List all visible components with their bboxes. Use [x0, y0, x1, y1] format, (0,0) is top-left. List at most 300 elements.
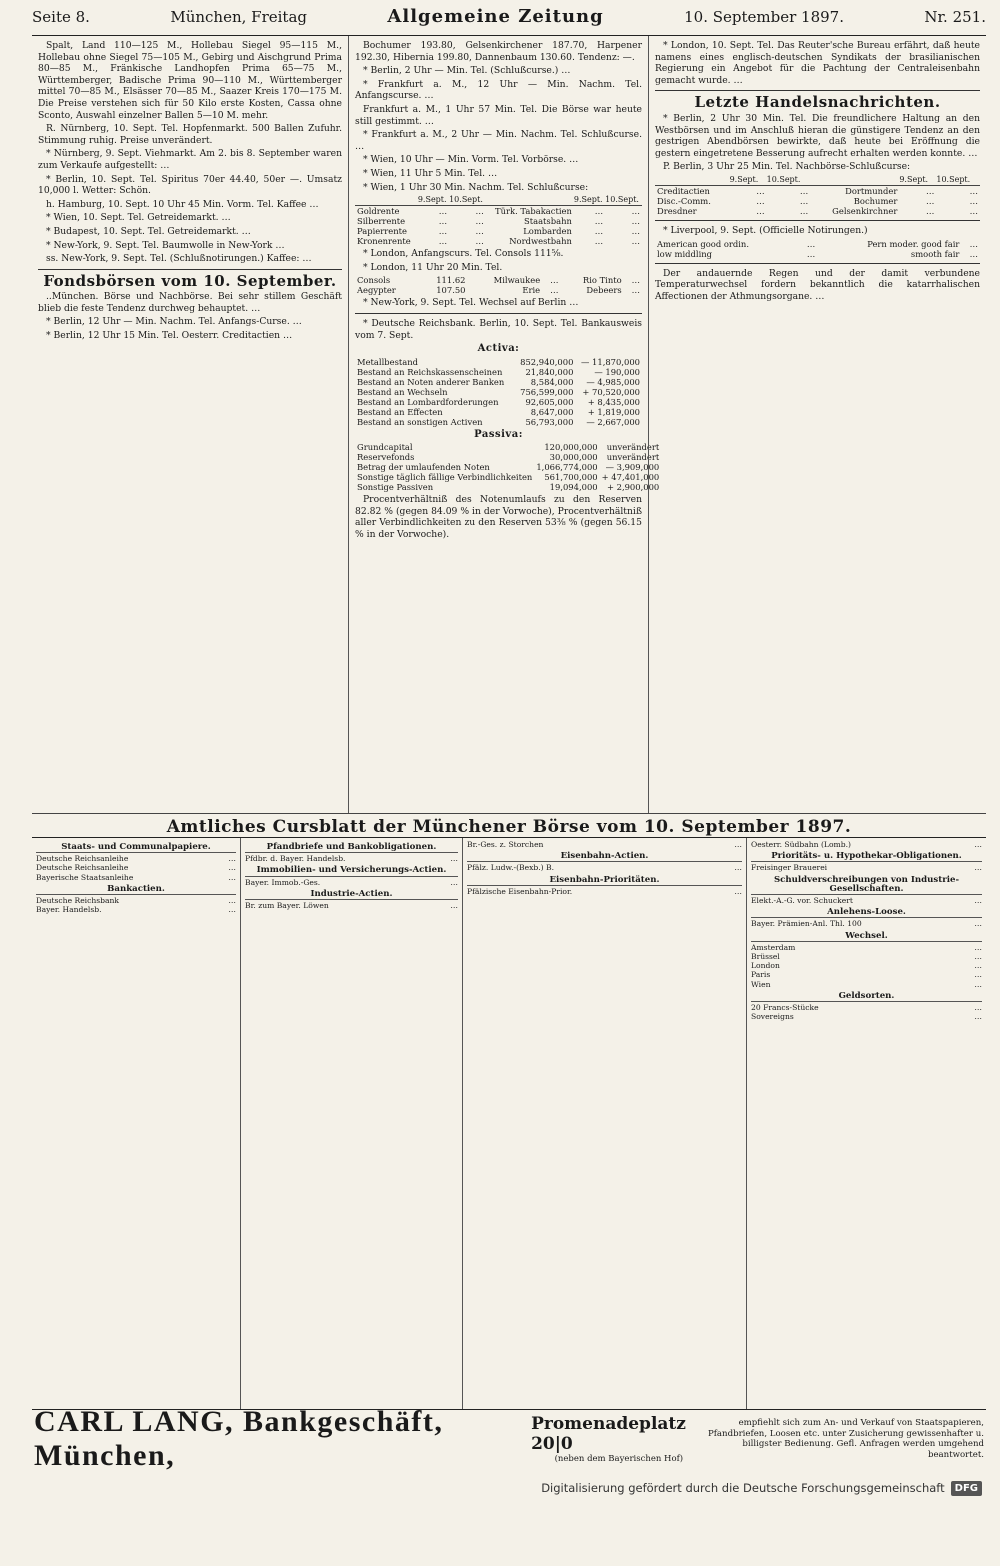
kurs-cell: Bayer. Handelsb.	[36, 905, 102, 915]
table-cell: …	[438, 216, 448, 227]
table-cell: …	[799, 185, 809, 196]
table-cell: …	[969, 238, 978, 249]
table-cell: 1,066,774,000	[536, 462, 598, 473]
article-paragraph: P. Berlin, 3 Uhr 25 Min. Tel. Nachbörse-Schlußcurse:	[663, 161, 911, 173]
table-cell: 756,599,000	[520, 386, 574, 397]
table-cell: Bestand an Reichskassenscheinen	[357, 366, 503, 377]
table-row	[355, 236, 642, 246]
table-cell: …	[438, 206, 448, 217]
table-cell: 30,000,000	[549, 452, 598, 463]
article-paragraph: Bochumer 193.80, Gelsenkirchener 187.70, Harpener 192.30, Hibernia 199.80, Dannenbaum 130.60. Tendenz: —.	[355, 40, 642, 63]
kurs-section-head: Prioritäts- u. Hypothekar-Obligationen.	[751, 852, 982, 862]
kurs-col-3	[462, 838, 746, 1409]
table-cell: Creditactien	[657, 185, 710, 196]
table-cell: Staatsbahn	[523, 216, 572, 227]
ad-body: empfiehlt sich zum An- und Verkauf von Staatspapieren, Pfandbriefen, Loosen etc. unter Zusicherung gewissenhafter u. billigster Bedienung. Gefl. Anfragen werden umgehend beantwortet.	[707, 1418, 984, 1460]
kurs-cell: Elekt.-A.-G. vor. Schuckert	[751, 896, 853, 906]
article-paragraph: * London, 10. Sept. Tel. Das Reuter'sche Bureau erfährt, daß heute namens eines englisch-deutschen Syndikats der brasilianischen Regierung ein Angebot für die Pachtung der Centraleisenbahn gemacht wurde. …	[655, 40, 980, 86]
article-paragraph: * Wien, 1 Uhr 30 Min. Nachm. Tel. Schlußcurse:	[363, 181, 589, 193]
table-cell: …	[631, 226, 640, 237]
divider	[655, 90, 980, 91]
table-cell: …	[799, 205, 809, 216]
table-cell: Grundcapital	[357, 442, 413, 453]
kurs-cell: Sovereigns	[751, 1012, 794, 1022]
kurs-cell: Amsterdam	[751, 942, 796, 952]
kurs-cell: London	[751, 961, 780, 971]
kurs-cell: Oesterr. Südbahn (Lomb.)	[751, 840, 851, 849]
table-cell: American good ordin.	[657, 238, 749, 249]
newyork-report: * New-York, 9. Sept. Tel. Wechsel auf Berlin …	[363, 297, 579, 309]
article-paragraph: * Wien, 11 Uhr 5 Min. Tel. …	[363, 167, 498, 179]
table-cell: — 4,985,000	[586, 376, 640, 387]
table-cell: 56,793,000	[525, 416, 574, 427]
table-row	[355, 206, 642, 217]
column-2	[348, 36, 660, 813]
issue-date: 10. September 1897.	[684, 8, 844, 26]
table-row	[655, 185, 980, 196]
article-paragraph: * Wien, 10. Sept. Tel. Getreidemarkt. …	[46, 212, 231, 224]
table-header-cell: 10.Sept.	[767, 175, 811, 186]
table-row	[355, 472, 661, 482]
table-cell: unverändert	[606, 442, 660, 453]
table-row	[655, 239, 980, 249]
table-cell: Bestand an Wechseln	[357, 386, 448, 397]
kurs-col-1	[32, 838, 240, 1409]
table-row	[655, 196, 980, 206]
article-paragraph: h. Hamburg, 10. Sept. 10 Uhr 45 Min. Vorm. Tel. Kaffee …	[46, 198, 319, 210]
kurs-rows	[751, 840, 982, 849]
table-row	[655, 206, 980, 216]
divider	[355, 313, 642, 314]
table-row	[355, 387, 642, 397]
table-row	[355, 452, 661, 462]
table-row	[355, 482, 661, 492]
kurs-row	[751, 1003, 982, 1012]
table-cell: Rio Tinto	[582, 275, 622, 286]
activa-table	[355, 357, 642, 427]
kurs-cell: Brüssel	[751, 952, 780, 962]
table-cell: 111.62	[436, 275, 466, 286]
table-header-cell: 9.Sept.	[899, 175, 936, 186]
kurs-row	[467, 887, 742, 896]
kurs-section-head: Wechsel.	[751, 932, 982, 942]
kurs-section-head: Industrie-Actien.	[245, 890, 458, 900]
kurs-row	[751, 980, 982, 989]
kurs-rows	[36, 854, 236, 882]
kurs-row	[36, 863, 236, 872]
column-1	[32, 36, 348, 813]
kurs-cell: Br.-Ges. z. Storchen	[467, 840, 544, 849]
table-cell: Gelsenkirchner	[832, 205, 898, 216]
table-row	[655, 249, 980, 259]
reichsbank-note: Procentverhältniß des Notenumlaufs zu den Reserven 82.82 % (gegen 84.09 % in der Vorwoche), Procentverhältniß aller Verbindlichkeiten zu den Reserven 53⅜ % (gegen 56.15 % in der Vorwoche).	[355, 494, 642, 541]
kurs-cell: Deutsche Reichsanleihe	[36, 854, 129, 864]
table-row	[355, 397, 642, 407]
kurs-row	[36, 854, 236, 863]
table-cell: …	[969, 248, 978, 259]
table-header-row	[655, 175, 980, 186]
nachboerse-table	[655, 175, 980, 216]
kurs-row	[751, 943, 982, 952]
kurs-row	[36, 873, 236, 882]
table-cell: — 2,667,000	[586, 416, 640, 427]
kurs-row	[467, 840, 742, 849]
digitization-footer	[32, 1468, 986, 1508]
kurs-row	[751, 961, 982, 970]
table-row	[355, 407, 642, 417]
table-header-cell: 10.Sept.	[605, 195, 642, 206]
table-cell: Erie	[522, 285, 541, 296]
liverpool-title: * Liverpool, 9. Sept. (Officielle Notirungen.)	[663, 224, 868, 236]
table-cell: Nordwestbahn	[509, 236, 572, 247]
kurs-rows	[245, 854, 458, 863]
market-reports	[38, 40, 342, 265]
table-cell: …	[799, 195, 809, 206]
table-cell: Metallbestand	[357, 356, 418, 367]
table-row	[355, 275, 642, 285]
kurs-rows	[751, 919, 982, 928]
kurs-rows	[751, 1003, 982, 1021]
table-cell: — 190,000	[594, 366, 640, 377]
kurs-cell: …	[974, 896, 982, 906]
table-cell: Lombarden	[523, 226, 572, 237]
table-row	[355, 462, 661, 472]
kurs-cell: Pfälzische Eisenbahn-Prior.	[467, 886, 573, 896]
kurs-rows	[245, 901, 458, 910]
kurs-section-head: Eisenbahn-Prioritäten.	[467, 876, 742, 886]
table-cell: Reservefonds	[357, 452, 415, 463]
table-cell: + 1,819,000	[587, 406, 640, 417]
table-cell: Türk. Tabakactien	[495, 206, 572, 217]
divider	[655, 263, 980, 264]
table-cell: Consols	[357, 275, 391, 286]
table-cell: Papierrente	[357, 226, 407, 237]
table-cell: Debeers	[586, 285, 622, 296]
kurs-col-2	[240, 838, 462, 1409]
kurs-col-4	[746, 838, 986, 1409]
kurs-section-head: Schuldverschreibungen von Industrie-Gesellschaften.	[751, 876, 982, 895]
kurs-section-head: Bankactien.	[36, 885, 236, 895]
table-cell: Milwaukee	[493, 275, 541, 286]
table-cell: …	[594, 206, 604, 217]
kurs-cell: Bayer. Prämien-Anl. Thl. 100	[751, 919, 862, 929]
table-header-row	[355, 195, 642, 206]
kurs-cell: 20 Francs-Stücke	[751, 1003, 819, 1013]
wien-table	[355, 195, 642, 246]
activa-label: Activa:	[477, 343, 520, 355]
bank-advertisement	[32, 1405, 986, 1472]
kurs-row	[36, 905, 236, 914]
passiva-label: Passiva:	[474, 428, 523, 440]
table-cell: …	[438, 236, 448, 247]
article-paragraph: * Frankfurt a. M., 12 Uhr — Min. Nachm. Tel. Anfangscurse. …	[355, 78, 642, 102]
kurs-cell: …	[974, 863, 982, 873]
table-cell: …	[926, 185, 935, 196]
kurs-cell: …	[450, 877, 458, 887]
table-cell: 852,940,000	[520, 356, 574, 367]
table-cell: — 11,870,000	[581, 356, 640, 367]
kurs-row	[751, 919, 982, 928]
section-title-handel: Letzte Handelsnachrichten.	[694, 93, 941, 112]
kurs-cell: …	[450, 901, 458, 911]
table-header-cell	[655, 175, 730, 186]
london-table	[355, 275, 642, 295]
article-paragraph: R. Nürnberg, 10. Sept. Tel. Hopfenmarkt. 500 Ballen Zufuhr. Stimmung ruhig. Preise unverändert.	[38, 123, 342, 146]
kurs-cell: …	[734, 886, 742, 896]
table-cell: 8,647,000	[530, 406, 574, 417]
table-cell: …	[969, 205, 978, 216]
kurs-section-head: Anlehens-Loose.	[751, 908, 982, 918]
table-cell: …	[631, 216, 640, 227]
table-cell: …	[969, 195, 978, 206]
issue-number: Nr. 251.	[924, 8, 986, 26]
article-paragraph: ..München. Börse und Nachbörse. Bei sehr stillem Geschäft blieb die feste Tendenz durchweg behauptet. …	[38, 291, 342, 314]
table-cell: Dortmunder	[845, 185, 898, 196]
table-cell: …	[756, 205, 765, 216]
table-cell: smooth fair	[910, 248, 960, 259]
kurs-cell: Deutsche Reichsanleihe	[36, 863, 129, 873]
table-cell: 120,000,000	[544, 442, 598, 453]
kurs-row	[751, 952, 982, 961]
kurs-row	[751, 970, 982, 979]
kurs-cell: Bayerische Staatsanleihe	[36, 872, 134, 882]
handel-reports	[655, 113, 980, 173]
kurs-section-head: Staats- und Communalpapiere.	[36, 843, 236, 853]
table-row	[355, 442, 661, 452]
london-subtitle: * London, 11 Uhr 20 Min. Tel.	[363, 261, 503, 273]
table-header-cell	[486, 195, 574, 206]
table-cell: + 8,435,000	[587, 396, 640, 407]
kurs-rows	[751, 943, 982, 989]
kurs-cell: …	[974, 942, 982, 952]
regen-article: Der andauernde Regen und der damit verbundene Temperaturwechsel fordern bekanntlich die katarrhalischen Affectionen der Athmungsorgane. …	[655, 267, 980, 302]
table-row	[355, 367, 642, 377]
table-cell: 107.50	[436, 285, 466, 296]
fonds-reports	[38, 291, 342, 341]
article-paragraph: * Frankfurt a. M., 2 Uhr — Min. Nachm. Tel. Schlußcurse. …	[355, 129, 642, 152]
table-cell: Sonstige Passiven	[357, 482, 434, 493]
table-cell: …	[969, 185, 978, 196]
kurs-cell: Freisinger Brauerei	[751, 863, 828, 873]
table-cell: 21,840,000	[525, 366, 574, 377]
table-cell: unverändert	[606, 452, 660, 463]
table-cell: 8,584,000	[530, 376, 574, 387]
kurs-cell: …	[228, 854, 236, 864]
table-cell: …	[756, 195, 765, 206]
exchange-reports	[355, 40, 642, 193]
newspaper-title: Allgemeine Zeitung	[387, 6, 604, 27]
table-cell: …	[806, 248, 816, 259]
table-cell: …	[631, 275, 640, 286]
ad-address-line: Promenadeplatz 20|0	[531, 1414, 686, 1454]
kurs-rows	[751, 896, 982, 905]
column-3	[648, 36, 986, 813]
kurs-cell: Pfdbr. d. Bayer. Handelsb.	[245, 854, 346, 864]
kurs-cell: Br. zum Bayer. Löwen	[245, 901, 329, 911]
table-cell: Betrag der umlaufenden Noten	[357, 462, 490, 473]
article-paragraph: * New-York, 9. Sept. Tel. Baumwolle in New-York …	[46, 239, 285, 251]
kurs-row	[751, 1012, 982, 1021]
kurs-cell: Deutsche Reichsbank	[36, 896, 120, 906]
news-columns	[32, 36, 986, 814]
kurs-cell: …	[974, 979, 982, 989]
kurs-rows	[751, 863, 982, 872]
table-cell: …	[631, 206, 640, 217]
kurs-section-head: Pfandbriefe und Bankobligationen.	[245, 843, 458, 853]
table-cell: 561,700,000	[544, 472, 598, 483]
table-cell: Bochumer	[853, 195, 898, 206]
table-row	[355, 417, 642, 427]
kurs-cell: …	[974, 1003, 982, 1013]
table-row	[355, 226, 642, 236]
kurs-cell: …	[228, 872, 236, 882]
kurs-rows	[467, 863, 742, 872]
london-brazil-report	[655, 40, 980, 86]
table-header-cell: 9.Sept.	[418, 195, 449, 206]
table-header-cell	[810, 175, 899, 186]
table-cell: …	[594, 236, 604, 247]
article-paragraph: * Berlin, 12 Uhr 15 Min. Tel. Oesterr. Creditactien …	[46, 330, 293, 342]
footer-credit: Digitalisierung gefördert durch die Deutsche Forschungsgemeinschaft	[541, 1481, 945, 1495]
table-cell: + 2,900,000	[606, 482, 660, 493]
article-paragraph: * Berlin, 12 Uhr — Min. Nachm. Tel. Anfangs-Curse. …	[46, 316, 302, 328]
kurs-cell: …	[228, 896, 236, 906]
kurs-rows	[467, 840, 742, 849]
kurs-cell: …	[734, 840, 742, 849]
kurs-cell: …	[974, 1012, 982, 1022]
table-header-cell: 9.Sept.	[730, 175, 767, 186]
table-cell: + 70,520,000	[582, 386, 640, 397]
table-cell: …	[475, 206, 484, 217]
kurs-cell: …	[974, 840, 982, 849]
table-cell: …	[475, 236, 484, 247]
kurs-cell: Paris	[751, 970, 771, 980]
table-cell: …	[475, 216, 484, 227]
table-header-cell: 9.Sept.	[574, 195, 605, 206]
kurs-cell: Wien	[751, 979, 771, 989]
kurs-cell: Bayer. Immob.-Ges.	[245, 877, 321, 887]
kurs-cell: …	[450, 854, 458, 864]
ad-firm-name: CARL LANG, Bankgeschäft, München,	[34, 1405, 444, 1472]
table-row	[355, 216, 642, 226]
kursblatt	[32, 838, 986, 1410]
table-cell: low middling	[657, 248, 713, 259]
table-cell: — 3,909,000	[605, 462, 660, 473]
table-cell: …	[438, 226, 448, 237]
table-cell: Bestand an Lombardforderungen	[357, 396, 499, 407]
kurs-row	[751, 896, 982, 905]
table-cell: Aegypter	[357, 285, 396, 296]
table-cell: Kronenrente	[357, 236, 411, 247]
kurs-row	[245, 854, 458, 863]
kurs-row	[245, 878, 458, 887]
table-header-cell: 10.Sept.	[936, 175, 980, 186]
kurs-rows	[36, 896, 236, 914]
table-cell: …	[594, 216, 604, 227]
divider	[38, 269, 342, 270]
kursblatt-title: Amtliches Cursblatt der Münchener Börse vom 10. September 1897.	[32, 814, 986, 838]
table-row	[355, 377, 642, 387]
table-cell: 19,094,000	[549, 482, 598, 493]
kurs-cell: Pfälz. Ludw.-(Bexb.) B.	[467, 863, 555, 873]
kurs-section-head: Eisenbahn-Actien.	[467, 852, 742, 862]
table-cell: …	[756, 185, 765, 196]
article-paragraph: * Berlin, 10. Sept. Tel. Spiritus 70er 44.40, 50er —. Umsatz 10,000 l. Wetter: Schön.	[38, 173, 342, 197]
kurs-row	[751, 863, 982, 872]
table-cell: Pern moder. good fair	[867, 238, 960, 249]
table-cell: + 47,401,000	[601, 472, 660, 483]
kurs-row	[467, 863, 742, 872]
kurs-row	[36, 896, 236, 905]
table-cell: Sonstige täglich fällige Verbindlichkeiten	[357, 472, 533, 483]
table-cell: …	[806, 238, 816, 249]
place-day: München, Freitag	[170, 8, 307, 26]
table-cell: Bestand an Noten anderer Banken	[357, 376, 505, 387]
table-header-cell: 10.Sept.	[449, 195, 486, 206]
dfg-logo-icon: DFG	[951, 1481, 982, 1496]
masthead	[32, 6, 986, 36]
table-cell: Bestand an sonstigen Activen	[357, 416, 483, 427]
kurs-cell: …	[228, 905, 236, 915]
table-cell: …	[550, 275, 559, 286]
table-cell: …	[926, 195, 935, 206]
kurs-cell: …	[974, 952, 982, 962]
table-cell: Bestand an Effecten	[357, 406, 443, 417]
kurs-cell: …	[974, 919, 982, 929]
table-row	[355, 357, 642, 367]
table-cell: …	[631, 285, 640, 296]
liverpool-table	[655, 239, 980, 259]
kurs-cell: …	[228, 863, 236, 873]
article-paragraph: * Berlin, 2 Uhr 30 Min. Tel. Die freundlichere Haltung an den Westbörsen und im Anschluß hieran die günstigere Tendenz an den gestrigen Abendbörsen bewirkte, daß heute bei Eröffnung die gestern eingetretene Besserung aufrecht erhalten werden konnte. …	[655, 112, 980, 159]
table-cell: …	[631, 236, 640, 247]
kurs-section-head: Geldsorten.	[751, 992, 982, 1002]
table-cell: …	[926, 205, 935, 216]
divider	[655, 220, 980, 221]
table-cell: …	[475, 226, 484, 237]
table-cell: Goldrente	[357, 206, 400, 217]
article-paragraph: * Nürnberg, 9. Sept. Viehmarkt. Am 2. bis 8. September waren zum Verkaufe aufgestellt: …	[38, 148, 342, 171]
kurs-cell: …	[974, 961, 982, 971]
article-paragraph: Spalt, Land 110—125 M., Hollebau Siegel 95—115 M., Hollebau ohne Siegel 75—105 M., Gebirg und Aischgrund Prima 80—85 M., Fränkische Landhopfen Prima 65—75 M., Württemberger, Badische Prima 90—110 M., Württemberger mittel 70—85 M., Elsässer 70—85 M., Saazer Kreis 170—175 M. Die Preise verstehen sich für 50 Kilo erste Kosten, Cassa ohne Sconto, Auswahl einzelner Ballen 5—10 M. mehr.	[38, 40, 342, 121]
london-title: * London, Anfangscurs. Tel. Consols 111⅝.	[363, 248, 564, 260]
ad-address	[531, 1414, 706, 1464]
kurs-rows	[467, 887, 742, 896]
article-paragraph: * Berlin, 2 Uhr — Min. Tel. (Schlußcurse.) …	[363, 65, 571, 77]
ad-address-sub: (neben dem Bayerischen Hof)	[554, 1454, 684, 1464]
article-paragraph: ss. New-York, 9. Sept. Tel. (Schlußnotirungen.) Kaffee: …	[46, 253, 312, 265]
kurs-rows	[245, 878, 458, 887]
table-cell: 92,605,000	[525, 396, 574, 407]
table-cell: …	[550, 285, 559, 296]
table-cell: Dresdner	[657, 205, 697, 216]
table-cell: …	[594, 226, 604, 237]
article-paragraph: * Budapest, 10. Sept. Tel. Getreidemarkt. …	[46, 225, 251, 237]
kurs-row	[245, 901, 458, 910]
table-cell: Disc.-Comm.	[657, 195, 711, 206]
kurs-row	[751, 840, 982, 849]
article-paragraph: Frankfurt a. M., 1 Uhr 57 Min. Tel. Die Börse war heute still gestimmt. …	[355, 103, 642, 127]
table-cell: Silberrente	[357, 216, 406, 227]
reichsbank-title: * Deutsche Reichsbank. Berlin, 10. Sept. Tel. Bankausweis vom 7. Sept.	[355, 317, 642, 341]
kurs-cell: …	[974, 970, 982, 980]
passiva-table	[355, 442, 661, 492]
kurs-cell: …	[734, 863, 742, 873]
section-title-fondsboersen: Fondsbörsen vom 10. September.	[43, 271, 337, 290]
article-paragraph: * Wien, 10 Uhr — Min. Vorm. Tel. Vorbörse. …	[363, 154, 579, 166]
page-number: Seite 8.	[32, 8, 90, 26]
table-row	[355, 285, 642, 295]
